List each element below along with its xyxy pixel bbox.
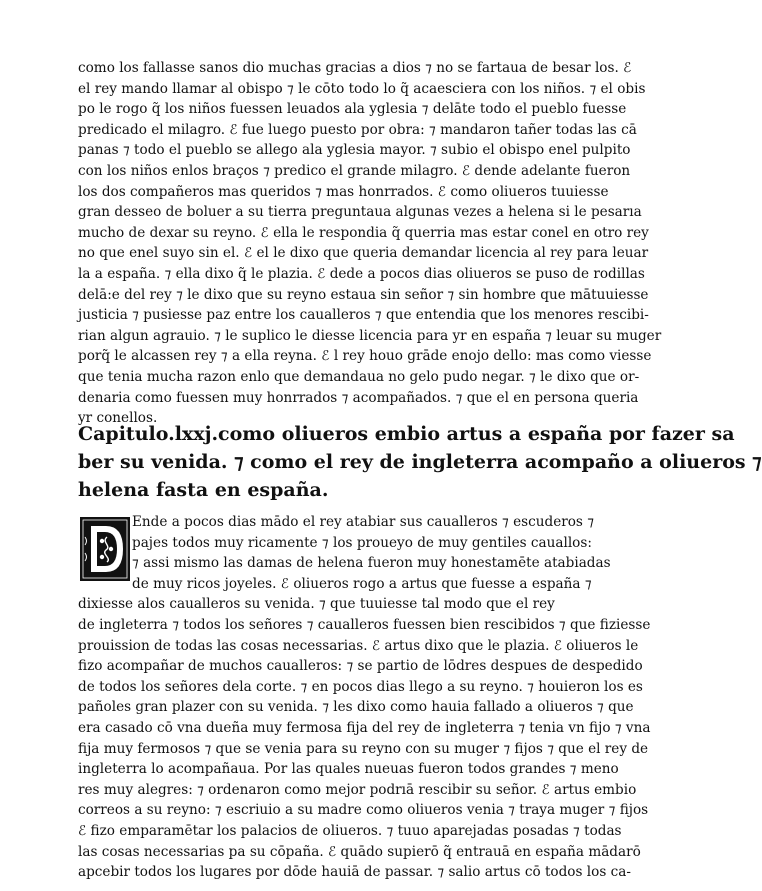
text-line: Capitulo.lxxj.como oliueros embio artus a españa por fazer sa bbox=[78, 423, 735, 445]
paragraph-1 bbox=[78, 58, 662, 429]
text-line: justicia ⁊ pusiesse paz entre los caualleros ⁊ que entendia que los menores rescibi- bbox=[78, 307, 649, 324]
text-line: ingleterra lo acompañaua. Por las quales nueuas fueron todos grandes ⁊ meno bbox=[78, 761, 619, 778]
text-line: prouission de todas las cosas necessarias. ℰ artus dixo que le plazia. ℰ oliueros le bbox=[78, 637, 639, 654]
chapter-heading bbox=[78, 420, 762, 504]
text-line: pañoles gran plazer con su venida. ⁊ les dixo como hauia fallado a oliueros ⁊ que bbox=[78, 699, 634, 716]
text-line: panas ⁊ todo el pueblo se allego ala yglesia mayor. ⁊ subio el obispo enel pulpito bbox=[78, 142, 631, 159]
text-line: de muy ricos joyeles. ℰ oliueros rogo a artus que fuesse a españa ⁊ bbox=[132, 575, 592, 592]
text-line: predicado el milagro. ℰ fue luego puesto por obra: ⁊ mandaron tañer todas las cā bbox=[78, 121, 637, 138]
text-line: helena fasta en españa. bbox=[78, 479, 329, 501]
text-line: con los niños enlos braços ⁊ predico el grande milagro. ℰ dende adelante fueron bbox=[78, 162, 631, 179]
text-line: Ende a pocos dias mādo el rey atabiar sus caualleros ⁊ escuderos ⁊ bbox=[132, 514, 594, 530]
text-line: yr conellos. bbox=[78, 410, 158, 427]
text-line: correos a su reyno: ⁊ escriuio a su madre como oliueros venia ⁊ traya muger ⁊ fijos bbox=[78, 802, 649, 819]
text-line: porq̃ le alcassen rey ⁊ a ella reyna. ℰ l rey houo grāde enojo dello: mas como viesse bbox=[78, 348, 652, 365]
text-line: gran desseo de boluer a su tierra preguntaua algunas vezes a helena si le pesarıa bbox=[78, 204, 642, 221]
text-line: que tenia mucha razon enlo que demandaua no gelo pudo negar. ⁊ le dixo que or- bbox=[78, 368, 640, 385]
text-line: ℰ fizo emparamētar los palacios de oliueros. ⁊ tuuo aparejadas posadas ⁊ todas bbox=[78, 822, 622, 839]
text-line: rian algun agrauio. ⁊ le suplico le diesse licencia para yr en españa ⁊ leuar su muger bbox=[78, 327, 662, 344]
paragraph-2 bbox=[78, 512, 651, 883]
text-line: fija muy fermosos ⁊ que se venia para su reyno con su muger ⁊ fijos ⁊ que el rey de bbox=[78, 740, 649, 757]
text-line: mucho de dexar su reyno. ℰ ella le respondia q̃ querria mas estar conel en otro rey bbox=[78, 224, 649, 241]
text-line: de todos los señores dela corte. ⁊ en pocos dias llego a su reyno. ⁊ houieron los es bbox=[78, 678, 643, 695]
text-line: delā:e del rey ⁊ le dixo que su reyno estaua sin señor ⁊ sin hombre que mātuuiesse bbox=[78, 286, 649, 303]
text-line: era casado cō vna dueña muy fermosa fija del rey de ingleterra ⁊ tenia vn fijo ⁊ vna bbox=[78, 719, 651, 736]
text-line: las cosas necessarias pa su cōpaña. ℰ quādo supierō q̃ entrauā en españa mādarō bbox=[78, 843, 641, 860]
text-line: no que enel suyo sin el. ℰ el le dixo que queria demandar licencia al rey para leuar bbox=[78, 245, 649, 262]
text-line: los dos compañeros mas queridos ⁊ mas honrrados. ℰ como oliueros tuuiesse bbox=[78, 183, 609, 200]
text-line: como los fallasse sanos dio muchas gracias a dios ⁊ no se fartaua de besar los. ℰ bbox=[78, 60, 632, 76]
text-line: pajes todos muy ricamente ⁊ los proueyo de muy gentiles cauallos: bbox=[132, 534, 592, 551]
text-line: res muy alegres: ⁊ ordenaron como mejor podrıā rescibir su señor. ℰ artus embio bbox=[78, 781, 637, 798]
text-line: de ingleterra ⁊ todos los señores ⁊ caualleros fuessen bien rescibidos ⁊ que fiziesse bbox=[78, 616, 651, 633]
text-line: la a españa. ⁊ ella dixo q̃ le plazia. ℰ dede a pocos dias oliueros se puso de rodillas bbox=[78, 265, 645, 282]
text-line: ⁊ assi mismo las damas de helena fueron muy honestamēte atabiadas bbox=[132, 555, 611, 572]
text-line: denaria como fuessen muy honrrados ⁊ acompañados. ⁊ que el en persona queria bbox=[78, 389, 639, 406]
text-line: fizo acompañar de muchos caualleros: ⁊ se partio de lōdres despues de despedido bbox=[78, 658, 643, 675]
text-line: apcebir todos los lugares por dōde hauiā de passar. ⁊ salio artus cō todos los ca- bbox=[78, 864, 631, 881]
text-line: dixiesse alos caualleros su venida. ⁊ que tuuiesse tal modo que el rey bbox=[78, 596, 555, 613]
text-line: el rey mando llamar al obispo ⁊ le cōto todo lo q̃ acaesciera con los niños. ⁊ el obis bbox=[78, 80, 646, 97]
initial-letter-text: D bbox=[102, 573, 108, 579]
text-line: ber su venida. ⁊ como el rey de ingleterra acompaño a oliueros ⁊ bbox=[78, 451, 762, 473]
text-line: po le rogo q̃ los niños fuessen leuados ala yglesia ⁊ delāte todo el pueblo fuesse bbox=[78, 101, 627, 118]
